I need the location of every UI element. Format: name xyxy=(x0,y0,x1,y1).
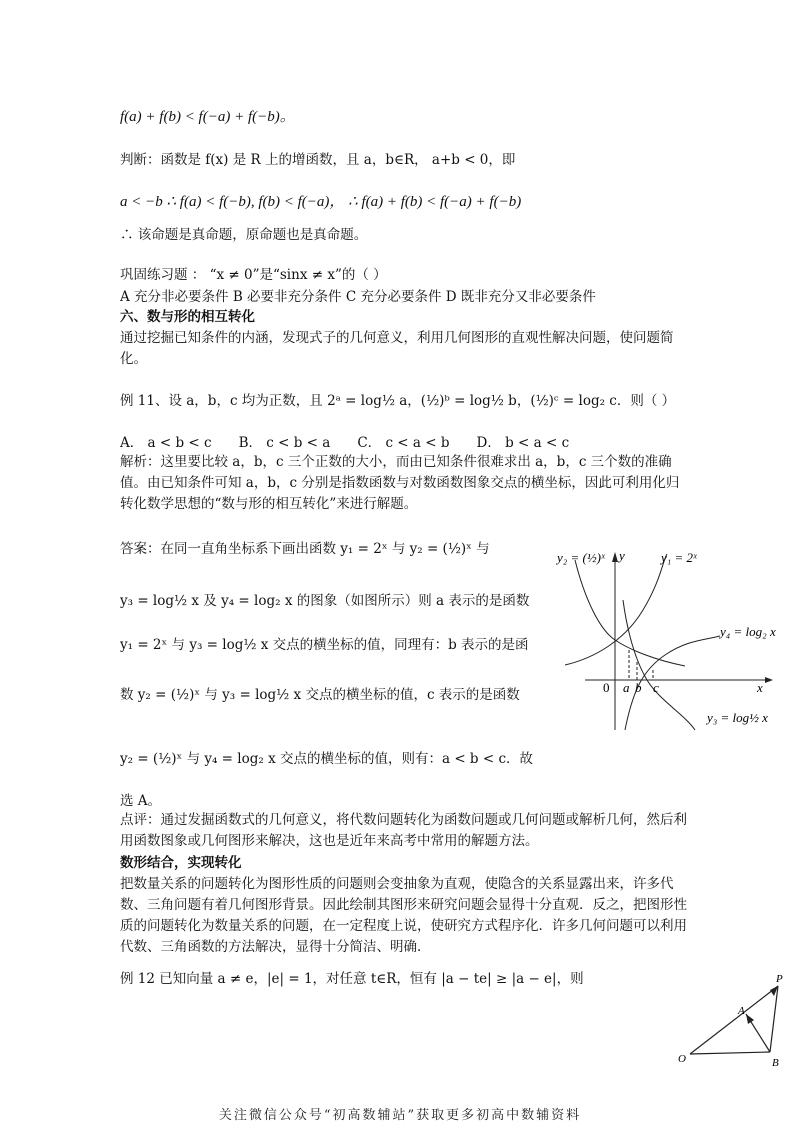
section-6-body: 通过挖掘已知条件的内涵，发现式子的几何意义，利用几何图形的直观性解决问题，使问题简化。 xyxy=(120,330,674,367)
label-B: B xyxy=(772,1057,779,1069)
point-a-label: a xyxy=(623,680,630,695)
example-12: 例 12 已知向量 a ≠ e，|e| = 1，对任意 t∈R，恒有 |a − te| ≥ |a − e|，则 xyxy=(120,971,584,987)
y1-label: y₁ = 2ˣ xyxy=(661,550,697,565)
curve-y3 xyxy=(623,600,695,730)
origin-label: 0 xyxy=(603,680,610,695)
footer-note: 关注微信公众号“初高数辅站”获取更多初高中数辅资料 xyxy=(218,1108,582,1123)
comment-paragraph: 点评：通过发掘函数式的几何意义，将代数问题转化为函数问题或几何问题或解析几何，然后利用函数图象或几何图形来解决，这也是近年来高考中常用的解题方法。 xyxy=(120,812,687,849)
answer-line-2: y₃ = log½ x 及 y₄ = log₂ x 的图象（如图所示）则 a 表示的是函数 xyxy=(120,593,530,609)
y-axis-label: y xyxy=(619,548,625,563)
conclusion-line: ∴ 该命题是真命题，原命题也是真命题。 xyxy=(120,227,368,243)
x-axis-arrow xyxy=(765,677,773,683)
function-graph xyxy=(555,540,800,750)
practice-options: A 充分非必要条件 B 必要非充分条件 C 充分必要条件 D 既非充分又非必要条件 xyxy=(120,289,596,305)
answer-line-6: 选 A。 xyxy=(120,793,162,809)
point-b-label: b xyxy=(635,680,642,695)
inequality-line: f(a) + f(b) < f(−a) + f(−b)。 xyxy=(120,109,295,125)
judgement-line: 判断：函数是 f(x) 是 R 上的增函数，且 a，b∈R， a+b < 0，即 xyxy=(120,152,516,168)
label-A: A xyxy=(738,1005,745,1017)
curve-y1 xyxy=(565,554,667,665)
curve-y2 xyxy=(575,560,685,666)
arrow-A xyxy=(746,1014,754,1024)
vector-OB xyxy=(690,1052,770,1054)
vector-figure xyxy=(670,970,800,1080)
y3-label: y₃ = log½ x xyxy=(707,710,768,725)
answer-line-4: 数 y₂ = (½)ˣ 与 y₃ = log½ x 交点的横坐标的值，c 表示的是函数 xyxy=(120,687,520,703)
label-O: O xyxy=(678,1053,686,1065)
practice-question: 巩固练习题 ： “x ≠ 0”是“sinx ≠ x”的（ ） xyxy=(120,267,387,283)
y2-label: y₂ = (½)ˣ xyxy=(557,550,605,565)
example-11: 例 11、设 a，b，c 均为正数，且 2ᵃ = log½ a，(½)ᵇ = log½ b，(½)ᶜ = log₂ c．则（ ） xyxy=(120,393,676,409)
answer-line-5: y₂ = (½)ˣ 与 y₄ = log₂ x 交点的横坐标的值，则有：a < b < c．故 xyxy=(120,751,534,767)
y4-label: y₄ = log₂ x xyxy=(720,624,776,639)
analysis-paragraph: 解析：这里要比较 a，b，c 三个正数的大小，而由已知条件很难求出 a，b，c 三个数的准确值。由已知条件可知 a，b，c 分别是指数函数与对数函数图象交点的横坐标，因此可利用化归转化数学思想的“数与形的相互转化”来进行解题。 xyxy=(120,454,680,512)
answer-line-3: y₁ = 2ˣ 与 y₃ = log½ x 交点的横坐标的值，同理有：b 表示的是函 xyxy=(120,637,529,653)
combine-body: 把数量关系的问题转化为图形性质的问题则会变抽象为直观，使隐含的关系显露出来，许多代数、三角问题有着几何图形背景。因此绘制其图形来研究问题会显得十分直观．反之，把图形性质的问题转化为数量关系的问题，在一定程度上说，使研究方式程序化．许多几何问题可以利用代数、三角函数的方法解决，显得十分简洁、明确． xyxy=(120,876,687,955)
answer-line-1: 答案：在同一直角坐标系下画出函数 y₁ = 2ˣ 与 y₂ = (½)ˣ 与 xyxy=(120,541,490,557)
section-6-heading: 六、数与形的相互转化 xyxy=(120,309,255,325)
y-axis-arrow xyxy=(612,552,618,562)
label-P: P xyxy=(776,973,783,985)
x-axis-label: x xyxy=(757,680,763,695)
derivation-line: a < −b ∴ f(a) < f(−b), f(b) < f(−a)， ∴ f(a) + f(b) < f(−a) + f(−b) xyxy=(120,194,522,210)
point-c-label: c xyxy=(653,680,659,695)
example-11-options: A． a < b < c B． c < b < a C． c < a < b D． b < a < c xyxy=(120,435,570,451)
combine-heading: 数形结合，实现转化 xyxy=(120,855,242,871)
